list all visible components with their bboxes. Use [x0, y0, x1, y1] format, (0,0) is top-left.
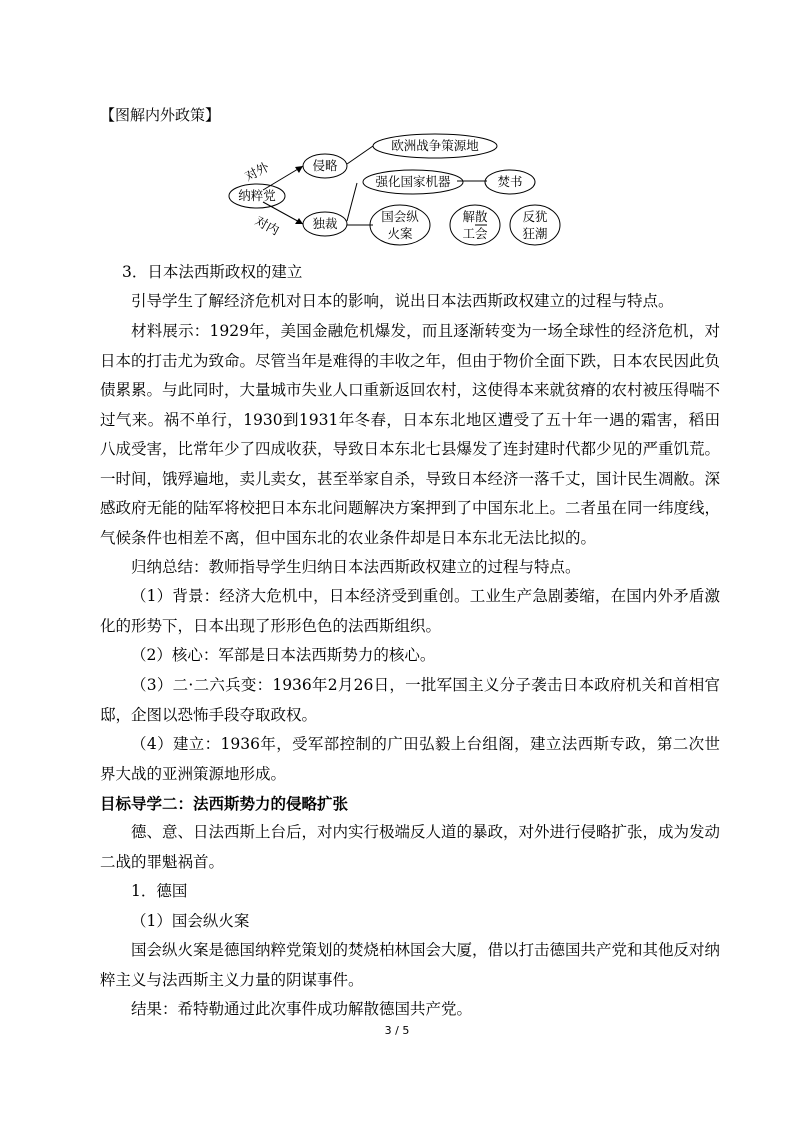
section-heading: 【图解内外政策】 [100, 106, 221, 124]
out-leaf-line [347, 146, 373, 164]
paragraph-material: 材料展示：1929年，美国金融危机爆发，而且逐渐转变为一场全球性的经济危机，对日本的打击尤为致命。尽管当年是难得的丰收之年，但由于物价全面下跌，日本农民因此负债累累。与此同时，大量城市失业人口重新返回农村，这使得本来就贫瘠的农村被压得喘不过气来。祸不单行，1930到1931年冬春，日本东北地区遭受了五十年一遇的霜害，稻田八成受害，比常年少了四成收获，导致日本东北七县爆发了连封建时代都少见的严重饥荒。一时间，饿殍遍地，卖儿卖女，甚至举家自杀，导致日本经济一落千丈，国计民生凋敝。深感政府无能的陆军将校把日本东北问题解决方案押到了中国东北上。二者虽在同一纬度线，气候条件也相差不离，但中国东北的农业条件却是日本东北无法比拟的。 [100, 322, 721, 547]
in-leaf1-label: 强化国家机器 [375, 174, 451, 189]
page-number: 3 / 5 [384, 1024, 410, 1037]
policy-diagram [225, 128, 565, 250]
subsection-reichstag-fire: （1）国会纵火案 [131, 912, 250, 930]
in-leaf4-label-1: 反犹 [522, 209, 548, 224]
root-label: 纳粹党 [238, 188, 276, 203]
paragraph-intro: 德、意、日法西斯上台后，对内实行极端反人道的暴政，对外进行侵略扩张，成为发动二战的罪魁祸首。 [100, 823, 721, 871]
subsection-title: 3．日本法西斯政权的建立 [122, 263, 303, 281]
out-leaf-label: 欧洲战争策源地 [391, 138, 479, 153]
branch-in-label: 对内 [252, 213, 282, 239]
paragraph-result: 结果：希特勒通过此次事件成功解散德国共产党。 [131, 1000, 473, 1018]
in-leaf3-label-2: 工会 [462, 226, 488, 241]
out-node-label: 侵略 [312, 158, 338, 173]
policy-diagram-svg [225, 128, 565, 250]
section-title-objective-2: 目标导学二：法西斯势力的侵略扩张 [100, 794, 349, 813]
paragraph-226-incident: （3）二·二六兵变：1936年2月26日，一批军国主义分子袭击日本政府机关和首相官邸，企图以恐怖手段夺取政权。 [100, 676, 720, 724]
paragraph-summary: 归纳总结：教师指导学生归纳日本法西斯政权建立的过程与特点。 [131, 558, 581, 576]
in-leaf2-label-1: 国会纵 [381, 209, 419, 224]
in-node-label: 独裁 [312, 216, 338, 231]
paragraph-core: （2）核心：军部是日本法西斯势力的核心。 [131, 646, 436, 664]
paragraph-establishment: （4）建立：1936年，受军部控制的广田弘毅上台组阁，建立法西斯专政，第二次世界大战的亚洲策源地形成。 [100, 735, 720, 783]
in-leaf1-child-label: 焚书 [497, 174, 523, 189]
in-leaf2-label-2: 火案 [387, 226, 413, 241]
in-arrowhead-icon [295, 218, 303, 224]
in-leaf3-label-1: 解散 [462, 209, 488, 224]
in-leaf1-line [347, 183, 357, 221]
paragraph-reichstag-fire: 国会纵火案是德国纳粹党策划的焚烧柏林国会大厦，借以打击德国共产党和其他反对纳粹主义与法西斯主义力量的阴谋事件。 [100, 941, 721, 989]
in-leaf4-label-2: 狂潮 [522, 226, 548, 241]
subsection-germany: 1．德国 [131, 882, 188, 900]
paragraph-guide: 引导学生了解经济危机对日本的影响，说出日本法西斯政权建立的过程与特点。 [131, 292, 674, 310]
paragraph-background: （1）背景：经济大危机中，日本经济受到重创。工业生产急剧萎缩，在国内外矛盾激化的形势下，日本出现了形形色色的法西斯组织。 [100, 587, 720, 635]
branch-out-label: 对外 [242, 159, 272, 185]
